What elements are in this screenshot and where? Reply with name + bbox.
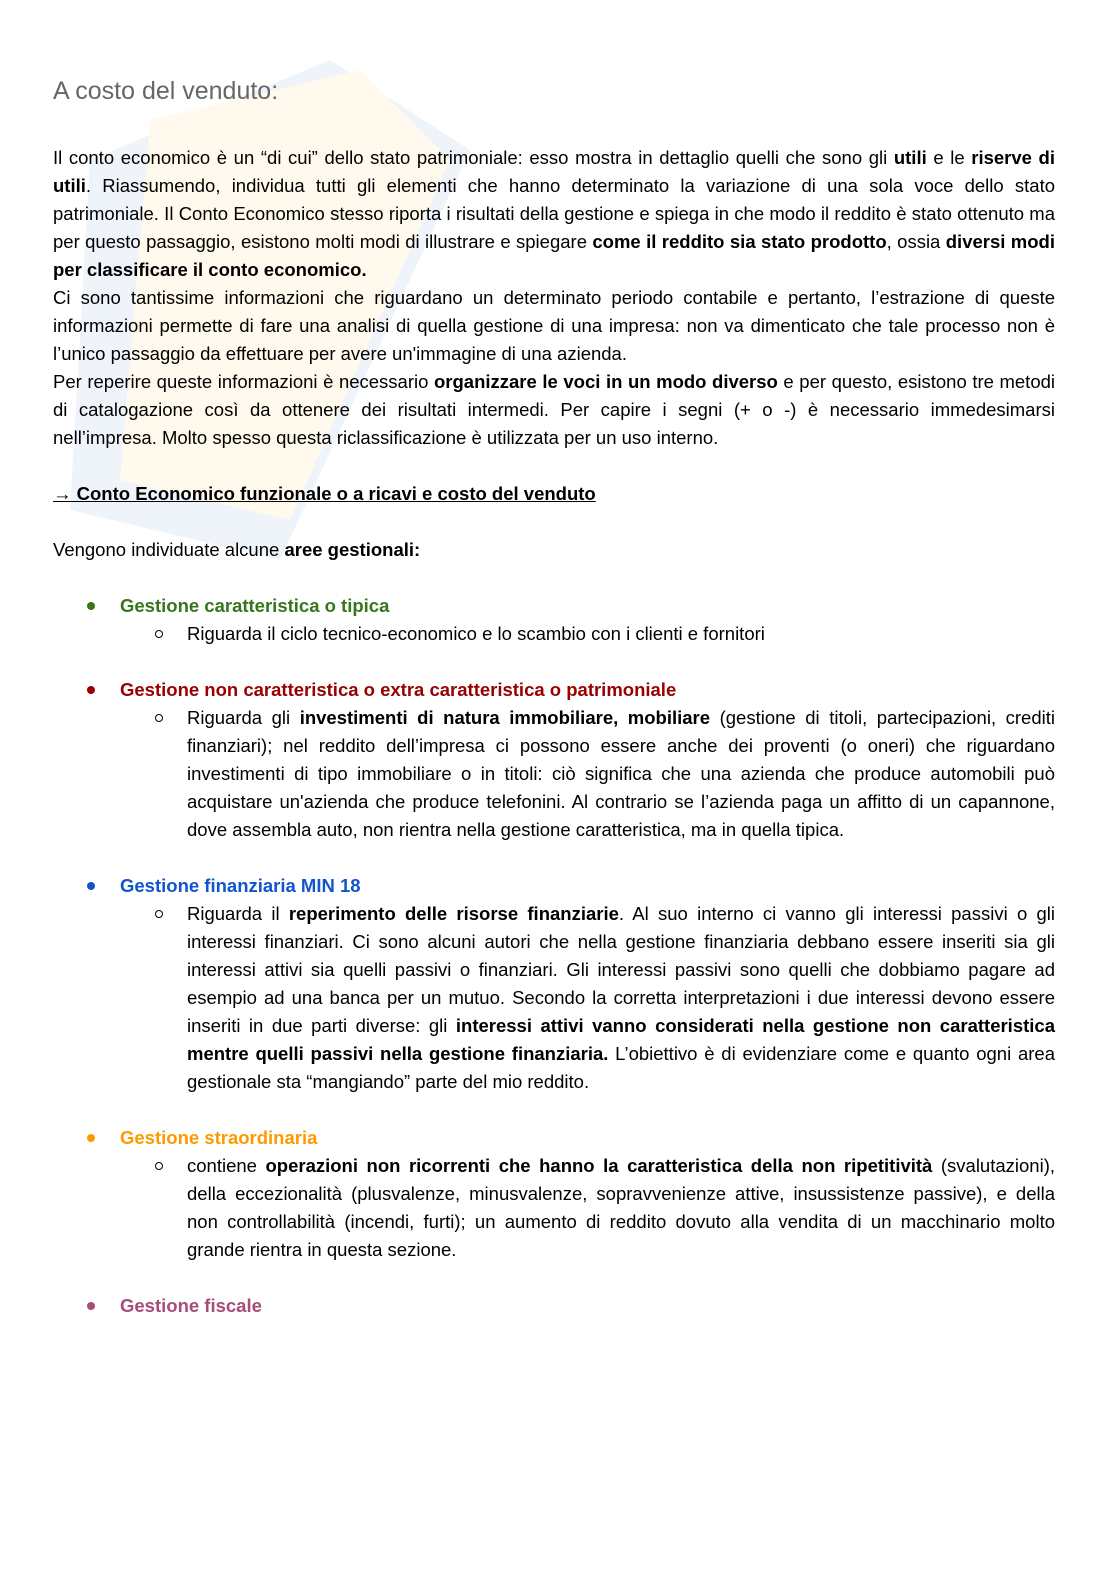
bullet-dot-icon	[87, 1302, 95, 1310]
management-area-title: Gestione caratteristica o tipica	[120, 595, 390, 616]
paragraph-reclassification	[53, 368, 1055, 452]
management-area-description-run: investimenti di natura immobiliare, mobiliare	[299, 707, 711, 728]
management-area	[53, 1292, 1055, 1320]
paragraph-intro-run: Il conto economico è un “di cui” dello stato patrimoniale: esso mostra in dettaglio quelli che sono gli	[53, 147, 894, 168]
management-area-title: Gestione non caratteristica o extra caratteristica o patrimoniale	[120, 679, 677, 700]
paragraph-intro-run: . Riassumendo, individua tutti gli elementi che hanno determinato la variazione di una sola voce dello stato patrimoniale. Il Conto Economico stesso riporta i risultati della gestione e spiega in che modo il reddito è stato ottenuto ma per questo passaggio, esistono molti modi di illustrare e spiegare	[53, 175, 1055, 252]
areas-intro-text: Vengono individuate alcune	[53, 539, 285, 560]
document-content	[53, 74, 1055, 1320]
areas-intro-bold: aree gestionali:	[284, 539, 421, 560]
paragraph-reclassification-run: e per questo, esistono tre metodi di catalogazione così da ottenere dei risultati intermedi. Per capire i segni (+ o -) è necessario immedesimarsi nell’impresa. Molto spesso questa riclassificazione è utilizzata per un uso interno.	[53, 371, 1056, 448]
management-area-description-run: Riguarda il ciclo tecnico-economico e lo scambio con i clienti e fornitori	[187, 623, 765, 644]
paragraph-intro-run: utili	[893, 147, 927, 168]
paragraph-intro	[53, 144, 1055, 284]
bullet-dot-icon	[87, 686, 95, 694]
management-area	[53, 1124, 1055, 1264]
paragraph-intro-run: diversi modi per classificare il conto economico.	[53, 231, 1055, 280]
section-subheading: → Conto Economico funzionale o a ricavi e costo del venduto	[53, 483, 596, 504]
management-area-description-run: reperimento delle risorse finanziarie	[288, 903, 619, 924]
management-area-description-run: Riguarda gli	[187, 707, 300, 728]
paragraph-information	[53, 284, 1055, 368]
paragraph-information-run: Ci sono tantissime informazioni che riguardano un determinato periodo contabile e pertanto, l’estrazione di queste informazioni permette di fare una analisi di quella gestione di una impresa: non va dimenticato che tale processo non è l’unico passaggio da effettuare per avere un'immagine di una azienda.	[53, 287, 1055, 364]
management-area-title: Gestione straordinaria	[120, 1127, 318, 1148]
management-area-description	[53, 620, 1055, 648]
management-areas-list	[53, 592, 1055, 1320]
page-title: A costo del venduto:	[53, 77, 279, 105]
hollow-bullet-icon	[155, 1162, 163, 1170]
paragraph-intro-run: riserve di utili	[53, 147, 1055, 196]
management-area	[53, 676, 1055, 844]
management-area-heading	[53, 872, 1055, 900]
management-area-description-run: . Al suo interno ci vanno gli interessi passivi o gli interessi finanziari. Ci sono alcuni autori che nella gestione finanziaria debbano essere inseriti sia gli interessi attivi sia quelli passivi o finanziari. Gli interessi passivi sono quelli che dobbiamo pagare ad esempio ad una banca per un mutuo. Secondo la corretta interpretazioni i due interessi devono essere inseriti in due parti diverse: gli	[187, 903, 1056, 1036]
management-area-description	[53, 704, 1055, 844]
management-area-description	[53, 900, 1055, 1096]
hollow-bullet-icon	[155, 630, 163, 638]
management-area-description-run: interessi attivi vanno considerati nella gestione non caratteristica mentre quelli passivi nella gestione finanziaria.	[187, 1015, 1055, 1064]
hollow-bullet-icon	[155, 714, 163, 722]
management-area-description-run: contiene	[187, 1155, 266, 1176]
paragraph-reclassification-run: Per reperire queste informazioni è necessario	[53, 371, 434, 392]
management-area-heading	[53, 676, 1055, 704]
paragraph-reclassification-run: organizzare le voci in un modo diverso	[433, 371, 778, 392]
management-area-description-run: (svalutazioni), della eccezionalità (plusvalenze, minusvalenze, sopravvenienze attive, insussistenze passive), e della non controllabilità (incendi, furti); un aumento di reddito dovuto alla vendita di un macchinario molto grande rientra in questa sezione.	[187, 1155, 1055, 1260]
bullet-dot-icon	[87, 1134, 95, 1142]
bullet-dot-icon	[87, 602, 95, 610]
management-area-heading	[53, 1124, 1055, 1152]
areas-intro	[53, 536, 1055, 564]
hollow-bullet-icon	[155, 910, 163, 918]
management-area-description	[53, 1152, 1055, 1264]
management-area-title: Gestione fiscale	[120, 1295, 262, 1316]
management-area-description-run: (gestione di titoli, partecipazioni, crediti finanziari); nel reddito dell’impresa ci possono essere anche dei proventi (o oneri) che riguardano investimenti di tipo immobiliare o in titoli: ciò significa che una azienda che produce automobili può acquistare un'azienda che produce telefonini. Al contrario se l’azienda paga un affitto di un capannone, dove assembla auto, non rientra nella gestione caratteristica, ma in quella tipica.	[187, 707, 1055, 840]
management-area-heading	[53, 592, 1055, 620]
management-area-description-run: L’obiettivo è di evidenziare come e quanto ogni area gestionale sta “mangiando” parte del mio reddito.	[187, 1043, 1055, 1092]
paragraph-intro-run: , ossia	[886, 231, 946, 252]
management-area-title: Gestione finanziaria MIN 18	[120, 875, 361, 896]
management-area-description-run: operazioni non ricorrenti che hanno la caratteristica della non ripetitività	[265, 1155, 933, 1176]
paragraph-intro-run: come il reddito sia stato prodotto	[592, 231, 887, 252]
management-area	[53, 592, 1055, 648]
management-area	[53, 872, 1055, 1096]
management-area-description-run: Riguarda il	[187, 903, 289, 924]
paragraph-intro-run: e le	[926, 147, 972, 168]
management-area-heading	[53, 1292, 1055, 1320]
bullet-dot-icon	[87, 882, 95, 890]
